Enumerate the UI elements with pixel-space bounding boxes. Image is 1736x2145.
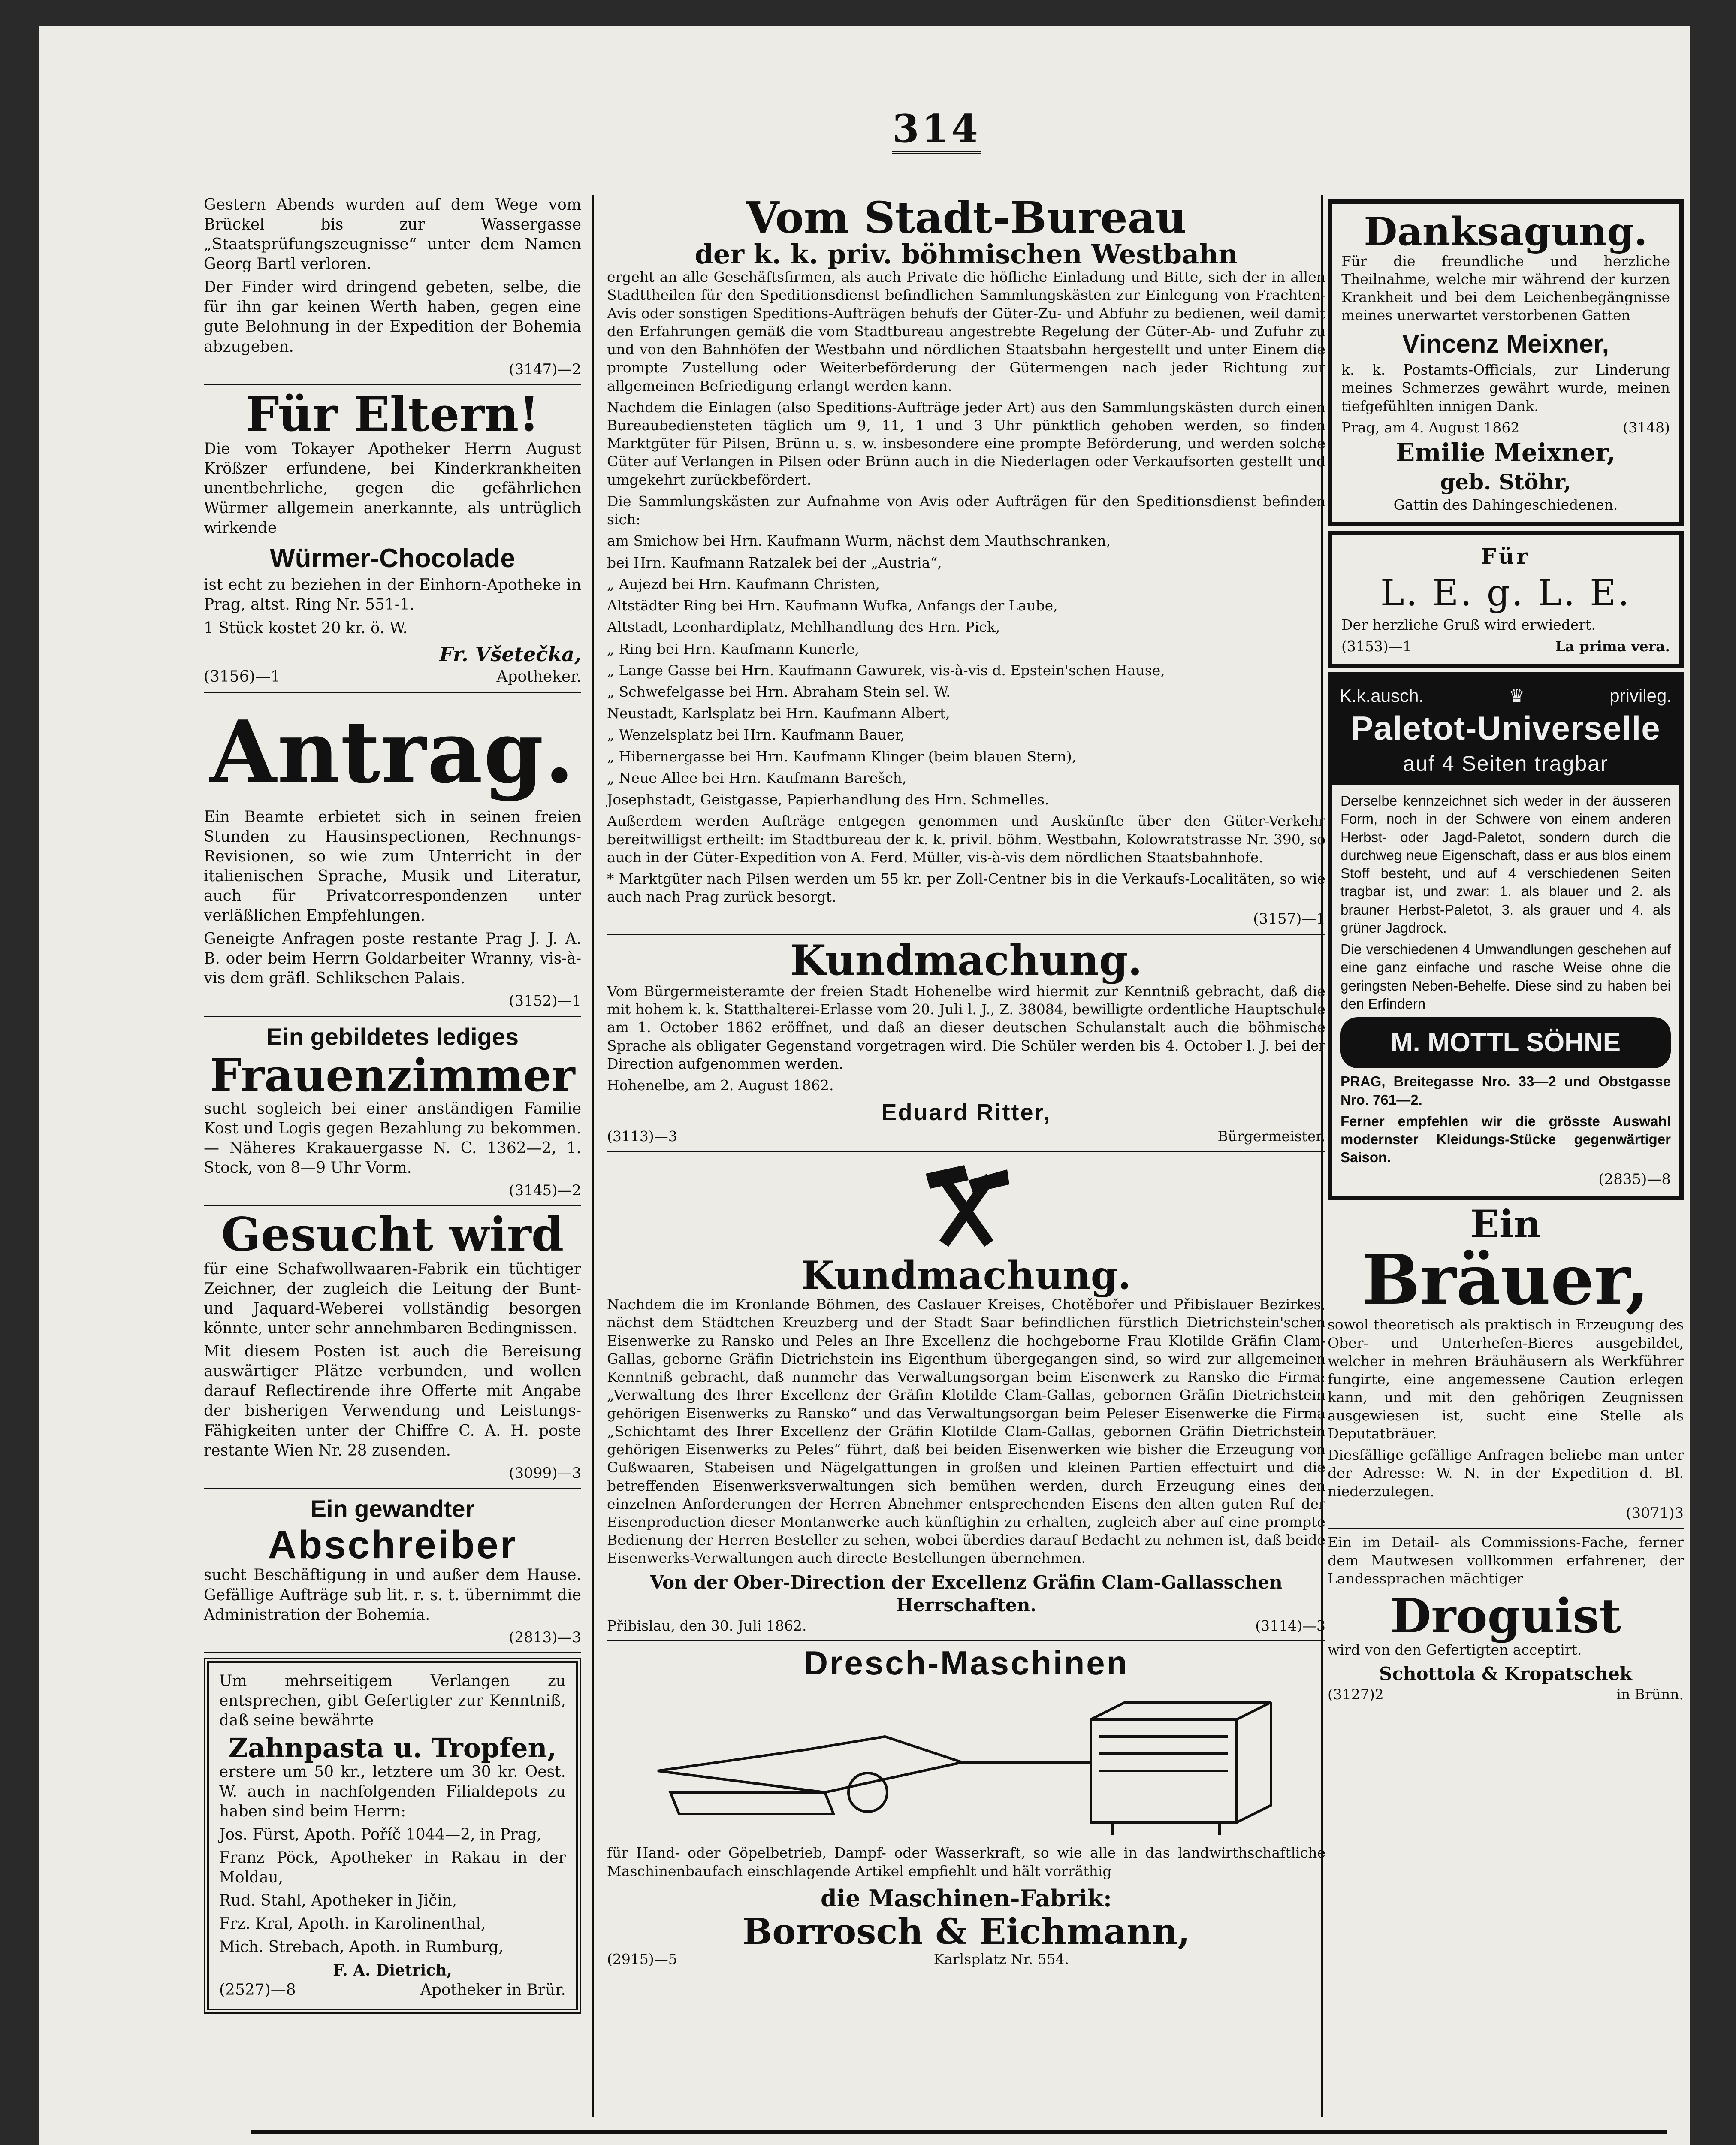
ad-text: Derselbe kennzeichnet sich weder in der äusseren Form, noch in der Schwere von einem anderen Herbst- oder Jagd-Paletot, sondern durch die durchweg neue Eigenschaft, dass er aus blos einem Stoff besteht, und auf 4 verschiedenen Seiten tragbar ist, und zwar: 1. als blauer und 2. als brauner Herbst-Paletot, 3. als grauer und 4. als grüner Jagdrock. — [1340, 793, 1671, 936]
ad-text: * Marktgüter nach Pilsen werden um 55 kr. per Zoll-Centner bis in die Verkaufs-Localitäten, so wie auch nach Prag zurück besorgt. — [607, 870, 1325, 906]
ad-place-date: Přibislau, den 30. Juli 1862. — [607, 1617, 807, 1634]
list-item: „ Ring bei Hrn. Kaufmann Kunerle, — [607, 640, 860, 657]
ad-fuer-eltern — [204, 387, 581, 686]
product-name: Würmer-Chocolade — [270, 544, 515, 574]
footer-rule — [251, 2130, 1667, 2134]
deceased-name: Vincenz Meixner, — [1402, 329, 1609, 359]
ad-pretitle: Für — [1481, 543, 1531, 569]
ad-signature: La prima vera. — [1555, 638, 1670, 655]
ad-title: Abschreiber — [268, 1523, 517, 1567]
ad-ref: (3127)2 — [1328, 1686, 1384, 1703]
list-item: „ Neue Allee bei Hrn. Kaufmann Barešch, — [607, 769, 907, 786]
ad-kundmachung-hohenelbe — [607, 936, 1325, 1146]
firm-name: Borrosch & Eichmann, — [743, 1911, 1190, 1952]
ad-text: Vom Bürgermeisteramte der freien Stadt Hohenelbe wird hiermit zur Kenntniß gebracht, daß die mit hohem k. k. Statthalterei-Erlasse vom 20. Juli l. J., Z. 38084, bewilligte ordentliche Hauptschule am 1. October 1862 eröffnet, und daß an dieser deutschen Schulanstalt auch die böhmische Sprache als obligater Gegenstand vorgetragen wird. Die Schüler werden bis 4. October l. J. bei der Direction aufgenommen werden. — [607, 982, 1325, 1072]
ad-ref: (2915)—5 — [607, 1950, 677, 1967]
threshing-machine-illustration — [645, 1685, 1288, 1840]
ad-dresch-maschinen — [607, 1646, 1325, 1968]
ad-place-date: Prag, am 4. August 1862 — [1341, 419, 1520, 436]
ad-ref: (3099)—3 — [509, 1464, 581, 1482]
ad-frauenzimmer — [204, 1021, 581, 1200]
list-item: Josephstadt, Geistgasse, Papierhandlung des Hrn. Schmelles. — [607, 791, 1049, 808]
list-item: Frz. Kral, Apoth. in Karolinenthal, — [219, 1915, 486, 1933]
ad-price: 1 Stück kostet 20 kr. ö. W. — [204, 619, 408, 637]
ad-text: Nachdem die Einlagen (also Speditions-Aufträge jeder Art) aus den Sammlungskästen durch einen Bureaubediensteten täglich um 9, 11, 1 und 3 Uhr pünktlich gehoben werden, so finden Marktgüter für Pilsen, Brünn u. s. w. insbesondere eine prompte Beförderung, und werden solche Güter auf Verlangen in Pilsen oder Brünn auch in die Niederlagen oder Verkaufsorten gestellt und umgekehrt zurückbefördert. — [607, 399, 1325, 488]
ad-text: wird von den Gefertigten acceptirt. — [1328, 1641, 1582, 1658]
column-left — [204, 195, 581, 2018]
ad-legle — [1328, 531, 1684, 668]
ad-text: k. k. Postamts-Officials, zur Linderung meines Schmerzes gewährt wurde, meinen tiefgefühlten innigen Dank. — [1341, 361, 1670, 414]
crown-icon: ♛ — [1508, 685, 1525, 706]
divider — [607, 934, 1325, 935]
banner-left: K.k.ausch. — [1340, 685, 1424, 706]
ad-text: Ferner empfehlen wir die grösste Auswahl modernster Kleidungs-Stücke gegenwärtiger Saison. — [1340, 1113, 1671, 1166]
ad-text: für eine Schafwollwaaren-Fabrik ein tüchtiger Zeichner, der zugleich die Leitung der Bunt- und Jaquard-Weberei vollständig besorgen könnte, unter sehr annehmbaren Bedingnissen. — [204, 1260, 581, 1338]
firm-name: Schottola & Kropatschek — [1379, 1663, 1632, 1684]
firm-pretitle: die Maschinen-Fabrik: — [821, 1884, 1112, 1912]
ad-text: Um mehrseitigem Verlangen zu entsprechen, gibt Gefertigter zur Kenntniß, daß seine bewährte — [219, 1672, 566, 1730]
ad-signature-role: Apotheker. — [496, 668, 581, 686]
divider — [204, 1205, 581, 1206]
list-item: „ Schwefelgasse bei Hrn. Abraham Stein sel. W. — [607, 683, 951, 701]
divider — [204, 1488, 581, 1489]
ad-zahnpasta — [204, 1658, 581, 2014]
divider — [204, 692, 581, 693]
ad-lost-certificate — [204, 195, 581, 379]
hammer-pick-icon — [917, 1157, 1016, 1255]
ad-pretitle: Ein — [1470, 1202, 1541, 1247]
ad-ref: (2527)—8 — [219, 1981, 296, 1999]
firm-banner: M. MOTTL SÖHNE — [1340, 1017, 1671, 1068]
ad-title: Zahnpasta u. Tropfen, — [228, 1732, 557, 1764]
ad-droguist — [1328, 1533, 1684, 1703]
ad-signature: Emilie Meixner, — [1395, 438, 1616, 468]
ad-text: sucht Beschäftigung in und außer dem Hause. Gefällige Aufträge sub lit. r. s. t. übernimmt die Administration der Bohemia. — [204, 1566, 581, 1624]
ad-text: Ein im Detail- als Commissions-Fache, ferner dem Mautwesen vollkommen erfahrener, der Landessprachen mächtiger — [1328, 1534, 1684, 1587]
ad-ref: (3153)—1 — [1341, 638, 1412, 655]
ad-abschreiber — [204, 1493, 581, 1647]
newspaper-page — [39, 26, 1690, 2145]
ad-text: ergeht an alle Geschäftsfirmen, als auch Private die höfliche Einladung und Bitte, sich der in allen Stadttheilen für den Speditionsdienst befindlichen Sammlungskästen zur Einlegung von Frachten-Avis oder sonstigen Speditions-Aufträgen behufs der Güter-Zu- und Abfuhr zu bedienen, weil damit den Erfahrungen gemäß die vom Stadtbureau angestrebte Regelung der Güter-Ab- und Zufuhr zu und von den Bahnhöfen der Westbahn und nördlichen Staatsbahn hergestellt und unter Einem die prompte Zustellung oder Weiterbeförderung der Gütermengen nach jeder Richtung zur allgemeinen Befriedigung erlangt werden kann. — [607, 269, 1325, 394]
ad-title: Paletot-Universelle — [1351, 709, 1661, 747]
ad-text: Die verschiedenen 4 Umwandlungen geschehen auf eine ganz einfache und rasche Weise ohne die geringsten Neben-Behelfe. Diese sind zu haben bei den Erfindern — [1340, 941, 1671, 1012]
ad-text: für Hand- oder Göpelbetrieb, Dampf- oder Wasserkraft, so wie alle in das landwirthschaftliche Maschinenbaufach einschlagende Artikel empfiehlt und hält vorräthig — [607, 1844, 1325, 1879]
ad-text: sowol theoretisch als praktisch in Erzeugung des Ober- und Unterhefen-Bieres ausgebildet, welcher in mehren Bräuhäusern als Werkführer fungirte, eine angemessene Caution erlegen kann, und mit den gehörigen Zeugnissen ausgewiesen ist, sucht eine Stelle als Deputatbräuer. — [1328, 1316, 1684, 1442]
ad-title: Kundmachung. — [801, 1252, 1131, 1298]
ad-ref: (3152)—1 — [509, 992, 581, 1010]
ad-signature: Fr. Všetečka, — [439, 642, 581, 666]
divider — [607, 1640, 1325, 1641]
ad-braeuer — [1328, 1204, 1684, 1523]
list-item: Jos. Fürst, Apoth. Poříč 1044—2, in Prag, — [219, 1825, 542, 1843]
ad-text: Der herzliche Gruß wird erwiedert. — [1341, 616, 1596, 634]
firm-city: in Brünn. — [1616, 1686, 1684, 1703]
divider — [204, 384, 581, 385]
ad-text: Gestern Abends wurden auf dem Wege vom Brückel bis zur Wassergasse „Staatsprüfungszeugnisse“ unter dem Namen Georg Bartl verloren. — [204, 196, 581, 273]
ad-signature: geb. Stöhr, — [1440, 469, 1571, 495]
ad-ref: (3156)—1 — [204, 668, 281, 686]
ad-text: Der Finder wird dringend gebeten, selbe, die für ihn gar keinen Werth haben, gegen eine gute Belohnung in der Expedition der Bohemia abzugeben. — [204, 278, 581, 356]
firm-address: Karlsplatz Nr. 554. — [933, 1950, 1069, 1967]
ad-title: Für Eltern! — [245, 387, 540, 442]
list-item: Neustadt, Karlsplatz bei Hrn. Kaufmann Albert, — [607, 705, 950, 722]
ad-signature: Von der Ober-Direction der Excellenz Gräfin Clam-Gallasschen Herrschaften. — [650, 1571, 1283, 1616]
ad-title: Gesucht wird — [221, 1208, 564, 1262]
list-item: bei Hrn. Kaufmann Ratzalek bei der „Austria“, — [607, 554, 942, 571]
ad-ref: (3157)—1 — [1253, 910, 1325, 927]
ad-ref: (3145)—2 — [509, 1181, 581, 1199]
list-item: „ Lange Gasse bei Hrn. Kaufmann Gawurek, vis-à-vis d. Epstein'schen Hause, — [607, 662, 1165, 679]
ad-title: Droguist — [1390, 1588, 1621, 1644]
divider — [1328, 1528, 1684, 1529]
firm-address: PRAG, Breitegasse Nro. 33—2 und Obstgasse Nro. 761—2. — [1340, 1073, 1671, 1108]
ad-signature-role: Bürgermeister. — [1217, 1128, 1325, 1145]
ad-text: Außerdem werden Aufträge entgegen genommen und Auskünfte über den Güter-Verkehr bereitwilligst ertheilt: im Stadtbureau der k. k. privil. böhm. Westbahn, Kolowratstrasse Nr. 390, so auch in der Güter-Expedition von A. Ferd. Müller, vis-à-vis dem nördlichen Staatsbahnhofe. — [607, 813, 1325, 866]
list-item: Altstädter Ring bei Hrn. Kaufmann Wufka, Anfangs der Laube, — [607, 597, 1058, 614]
list-item: „ Hibernergasse bei Hrn. Kaufmann Klinger (beim blauen Stern), — [607, 748, 1077, 765]
ad-title: Danksagung. — [1364, 209, 1648, 254]
ad-kundmachung-eisenwerke — [607, 1157, 1325, 1635]
ad-text: Die vom Tokayer Apotheker Herrn August Krößzer erfundene, bei Kinderkrankheiten unentbehrliche, gegen die gefährlichen Würmer allgemein anerkannte, als untrüglich wirkende — [204, 440, 581, 537]
ad-ref: (3071)3 — [1626, 1504, 1684, 1522]
column-middle — [607, 192, 1325, 1973]
ad-ref: (2813)—3 — [509, 1628, 581, 1646]
ad-antrag — [204, 698, 581, 1011]
banner-right: privileg. — [1609, 685, 1672, 706]
ad-place-date: Hohenelbe, am 2. August 1862. — [607, 1077, 834, 1094]
ad-danksagung — [1328, 199, 1684, 526]
ad-title: Kundmachung. — [790, 936, 1142, 985]
ad-text: Diesfällige gefällige Anfragen beliebe man unter der Adresse: W. N. in der Expedition d. Bl. niederzulegen. — [1328, 1447, 1684, 1500]
ad-ref: (3147)—2 — [509, 360, 581, 378]
list-item: „ Wenzelsplatz bei Hrn. Kaufmann Bauer, — [607, 726, 905, 743]
ad-text: sucht sogleich bei einer anständigen Familie Kost und Logis gegen Bezahlung zu bekommen. — Näheres Krakauergasse N. C. 1362—2, 1. Stock, von 8—9 Uhr Vorm. — [204, 1100, 581, 1177]
ad-subtitle: auf 4 Seiten tragbar — [1403, 752, 1609, 776]
ad-signature: Eduard Ritter, — [881, 1100, 1051, 1126]
ad-text: Nachdem die im Kronlande Böhmen, des Caslauer Kreises, Chotěbořer und Přibislauer Bezirkes, nächst dem Städtchen Kreuzberg und der Stadt Saar befindlichen fürstlich Dietrichstein'schen Eisenwerke zu Ransko und Peles an Ihre Excellenz die hochgeborne Frau Klotilde Gräfin Clam-Gallas, geborne Gräfin Dietrichstein ins Eigenthum übergegangen sind, so wird zur allgemeinen Kenntniß gebracht, daß nunmehr das Verwaltungsorgan beim Eisenwerk zu Ransko die Firma: „Verwaltung des Ihrer Excellenz der Gräfin Klotilde Clam-Gallas, gebornen Gräfin Dietrichstein gehörigen Eisenwerks zu Ransko“ und das Verwaltungsorgan beim Peleser Eisenwerke die Firma „Schichtamt des Ihrer Excellenz der Gräfin Klotilde Clam-Gallas, gebornen Gräfin Dietrichstein gehörigen Eisenwerks zu Peles“ führt, daß bei beiden Eisenwerken wie bisher die Erzeugung von Gußwaaren, Stabeisen und Nägelgattungen in großen und kleinen Partien effectuirt und die betreffenden Eisenwerksverwaltungen sich bemühen werden, durch Erzeugung eines den einzelnen Anforderungen der Herren Abnehmer entsprechenden Eisens den alten guten Ruf der Eisenproduction dieser Montanwerke auch künftighin zu erhalten, zugleich aber auf eine prompte Bedienung der Herren Besteller zu sehen, wobei überdies darauf Bedacht zu nehmen ist, daß beide Eisenwerks-Verwaltungen auch directe Bestellungen übernehmen. — [607, 1296, 1325, 1567]
ad-title: Antrag. — [210, 701, 575, 803]
ad-signature-role: Gattin des Dahingeschiedenen. — [1393, 496, 1618, 514]
ad-title: Bräuer, — [1362, 1239, 1649, 1320]
divider — [204, 1016, 581, 1017]
ad-pretitle: Ein gebildetes lediges — [266, 1023, 519, 1050]
ad-westbahn — [607, 192, 1325, 928]
column-rule-left — [592, 195, 594, 2117]
list-item: Altstadt, Leonhardiplatz, Mehlhandlung des Hrn. Pick, — [607, 619, 1000, 636]
divider — [607, 1151, 1325, 1152]
ad-text: Ein Beamte erbietet sich in seinen freien Stunden zu Hausinspectionen, Rechnungs-Revisionen, so wie zum Unterricht in der italienischen Sprache, Musik und Literatur, auch für Privatcorrespondenzen unter verläßlichen Empfehlungen. — [204, 808, 581, 924]
ad-text: ist echt zu beziehen in der Einhorn-Apotheke in Prag, altst. Ring Nr. 551-1. — [204, 576, 581, 614]
list-item: Mich. Strebach, Apoth. in Rumburg, — [219, 1938, 504, 1956]
ad-title: Dresch-Maschinen — [803, 1644, 1129, 1682]
ad-paletot-universelle — [1328, 672, 1684, 1200]
ad-title: Frauenzimmer — [210, 1049, 575, 1102]
ad-ref: (3114)—3 — [1255, 1617, 1325, 1634]
ad-text: Geneigte Anfragen poste restante Prag J. J. A. B. oder beim Herrn Goldarbeiter Wranny, vis-à-vis dem gräfl. Schlikschen Palais. — [204, 930, 581, 988]
ad-pretitle: Ein gewandter — [310, 1495, 475, 1523]
ad-text: Die Sammlungskästen zur Aufnahme von Avis oder Aufträgen für den Speditionsdienst befinden sich: — [607, 492, 1325, 528]
divider — [204, 1652, 581, 1653]
ad-title: L. E. g. L. E. — [1380, 571, 1631, 614]
ad-ref: (2835)—8 — [1598, 1170, 1671, 1188]
ad-signature-role: Apotheker in Brür. — [420, 1981, 566, 1999]
ad-ref: (3148) — [1623, 419, 1670, 436]
list-item: „ Aujezd bei Hrn. Kaufmann Christen, — [607, 575, 880, 592]
ad-text: Mit diesem Posten ist auch die Bereisung auswärtiger Plätze verbunden, und wollen darauf Reflectirende ihre Offerte mit Angabe der bisherigen Verwendung und Leistungs-Fähigkeiten unter der Chiffre C. A. H. poste restante Wien Nr. 28 zusenden. — [204, 1343, 581, 1459]
ad-subtitle: der k. k. priv. böhmischen Westbahn — [694, 239, 1238, 270]
ad-text: Für die freundliche und herzliche Theilnahme, welche mir während der kurzen Krankheit und bei dem Leichenbegängnisse meines unerwartet verstorbenen Gatten — [1341, 252, 1670, 324]
ad-ref: (3113)—3 — [607, 1128, 677, 1145]
list-item: am Smichow bei Hrn. Kaufmann Wurm, nächst dem Mauthschranken, — [607, 532, 1111, 550]
ad-gesucht-wird — [204, 1208, 581, 1483]
ad-signature: F. A. Dietrich, — [333, 1961, 452, 1980]
ad-text: erstere um 50 kr., letztere um 30 kr. Oest. W. auch in nachfolgenden Filialdepots zu haben sind beim Herrn: — [219, 1763, 566, 1820]
page-number: 314 — [892, 109, 981, 154]
paletot-banner — [1332, 677, 1679, 785]
ad-title: Vom Stadt-Bureau — [746, 192, 1187, 243]
column-right — [1328, 195, 1684, 1709]
list-item: Franz Pöck, Apotheker in Rakau in der Moldau, — [219, 1849, 566, 1886]
list-item: Rud. Stahl, Apotheker in Jičin, — [219, 1891, 457, 1909]
